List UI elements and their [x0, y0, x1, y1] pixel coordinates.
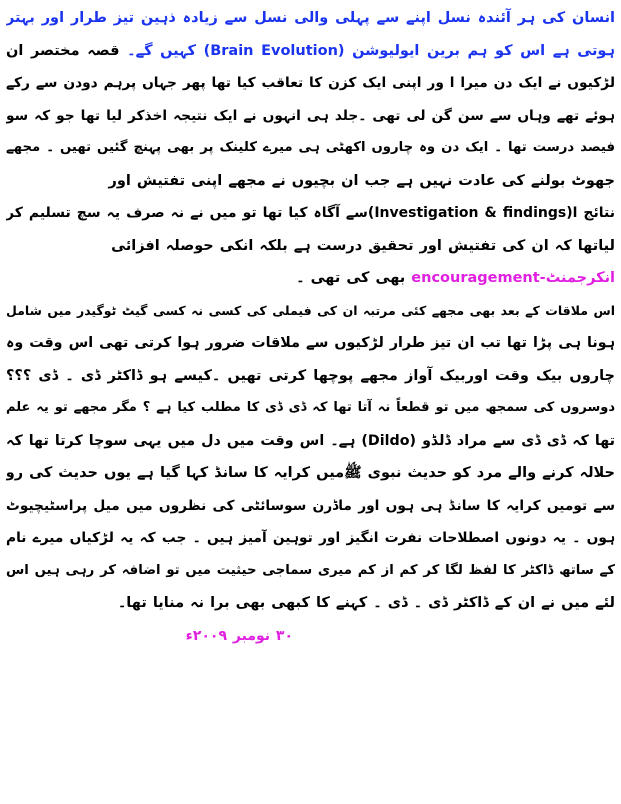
paragraph-1-line-3: فیصد درست تھا ۔ ایک دن وہ چاروں اکھٹی ہی میرے کلینک پر بھی پہنچ گئیں تھیں ۔ مجھے — [6, 140, 615, 155]
paragraph-2-line-5: تھا کہ ڈی ڈی سے مراد ڈلڈو (Dildo) ہے۔ اس وقت میں دل میں یہی سوچا کرتا تھا کہ — [6, 432, 615, 449]
paragraph-2-line-4: دوسروں کی سمجھ میں تو قطعاً نہ آتا تھا کہ ڈی ڈی کا مطلب کیا ہے ؟ مگر مجھے تو یہ علم — [6, 400, 615, 415]
intro-line-2 — [6, 35, 615, 68]
paragraph-2-line-1: اس ملاقات کے بعد بھی مجھے کئی مرتبہ ان کی فیملی کی کسی نہ کسی گیٹ ٹوگیدر میں شامل — [6, 302, 615, 318]
document-body — [6, 2, 615, 652]
paragraph-1-closing-text: بھی کی تھی ۔ — [296, 270, 406, 286]
date-stamp: ۳۰ نومبر ۲۰۰۹ء — [185, 627, 293, 644]
paragraph-1-line-7 — [6, 262, 615, 295]
paragraph-2-line-10: لئے میں نے ان کے ڈاکٹر ڈی ۔ ڈی ۔ کہنے کا کبھی بھی برا نہ منایا تھا۔ — [117, 595, 615, 611]
paragraph-2-line-2: ہونا ہی پڑا تھا تب ان تیز طرار لڑکیوں سے ملاقات ضرور ہوا کرتی تھی اس وقت وہ — [6, 335, 615, 351]
paragraph-2-line-7: سے تومیں کرایہ کا سانڈ ہی ہوں اور ماڈرن سوسائٹی کی نظروں میں میل پراسٹیچیوٹ — [6, 497, 615, 514]
intro-continuation-text: قصہ مختصر ان — [6, 42, 120, 59]
paragraph-2-line-9: کے ساتھ ڈاکٹر کا لفظ لگا کر کم از کم میری سماجی حیثیت میں تو اضافہ کر رہی ہیں اس — [6, 562, 615, 578]
paragraph-2-line-6: حلالہ کرنے والے مرد کو حدیث نبوی ﷺمیں کرایہ کا سانڈ کہا گیا ہے یوں حدیث کی رو — [6, 465, 615, 481]
paragraph-1-line-1: لڑکیوں نے ایک دن میرا ا ور اپنی ایک کزن کا تعاقب کیا تھا پھر جہاں پرہم دودن سے رکے — [6, 75, 615, 91]
paragraph-1-line-4: جھوٹ بولنے کی عادت نہیں ہے جب ان بچیوں نے مجھے اپنی تفتیش اور — [108, 172, 615, 189]
encouragement-highlight: انکرجمنٹ-encouragement — [411, 270, 615, 286]
intro-highlight-text: ہوتی ہے اس کو ہم برین ایولیوشن (Brain Evolution) کہیں گے۔ — [127, 42, 615, 59]
intro-line-1: انسان کی ہر آئندہ نسل اپنے سے پہلی والی نسل سے زیادہ ذہین تیز طرار اور بہتر — [6, 10, 615, 26]
paragraph-1-line-5: نتائج ا(Investigation & findings)سے آگاہ کیا تھا تو میں نے نہ صرف یہ سچ تسلیم کر — [6, 205, 615, 221]
paragraph-2-line-8: ہوں ۔ یہ دونوں اصطلاحات نفرت انگیز اور توہین آمیز ہیں ۔ جب کہ یہ لڑکیاں میرے نام — [6, 530, 615, 546]
paragraph-2-line-3: چاروں بیک وقت اوربیک آواز مجھے پوچھا کرتی تھیں ۔کیسے ہو ڈاکٹر ڈی ۔ ڈی ؟؟؟ — [6, 367, 615, 384]
paragraph-1-line-6: لیاتھا کہ ان کی تفتیش اور تحقیق درست ہے بلکہ انکی حوصلہ افزائی — [111, 237, 615, 254]
paragraph-1-line-2: ہوئے تھے وہاں سے سن گن لی تھی ۔جلد ہی انہوں نے ایک نتیجہ اخذکر لیا تھا جو کہ سو — [6, 107, 615, 124]
